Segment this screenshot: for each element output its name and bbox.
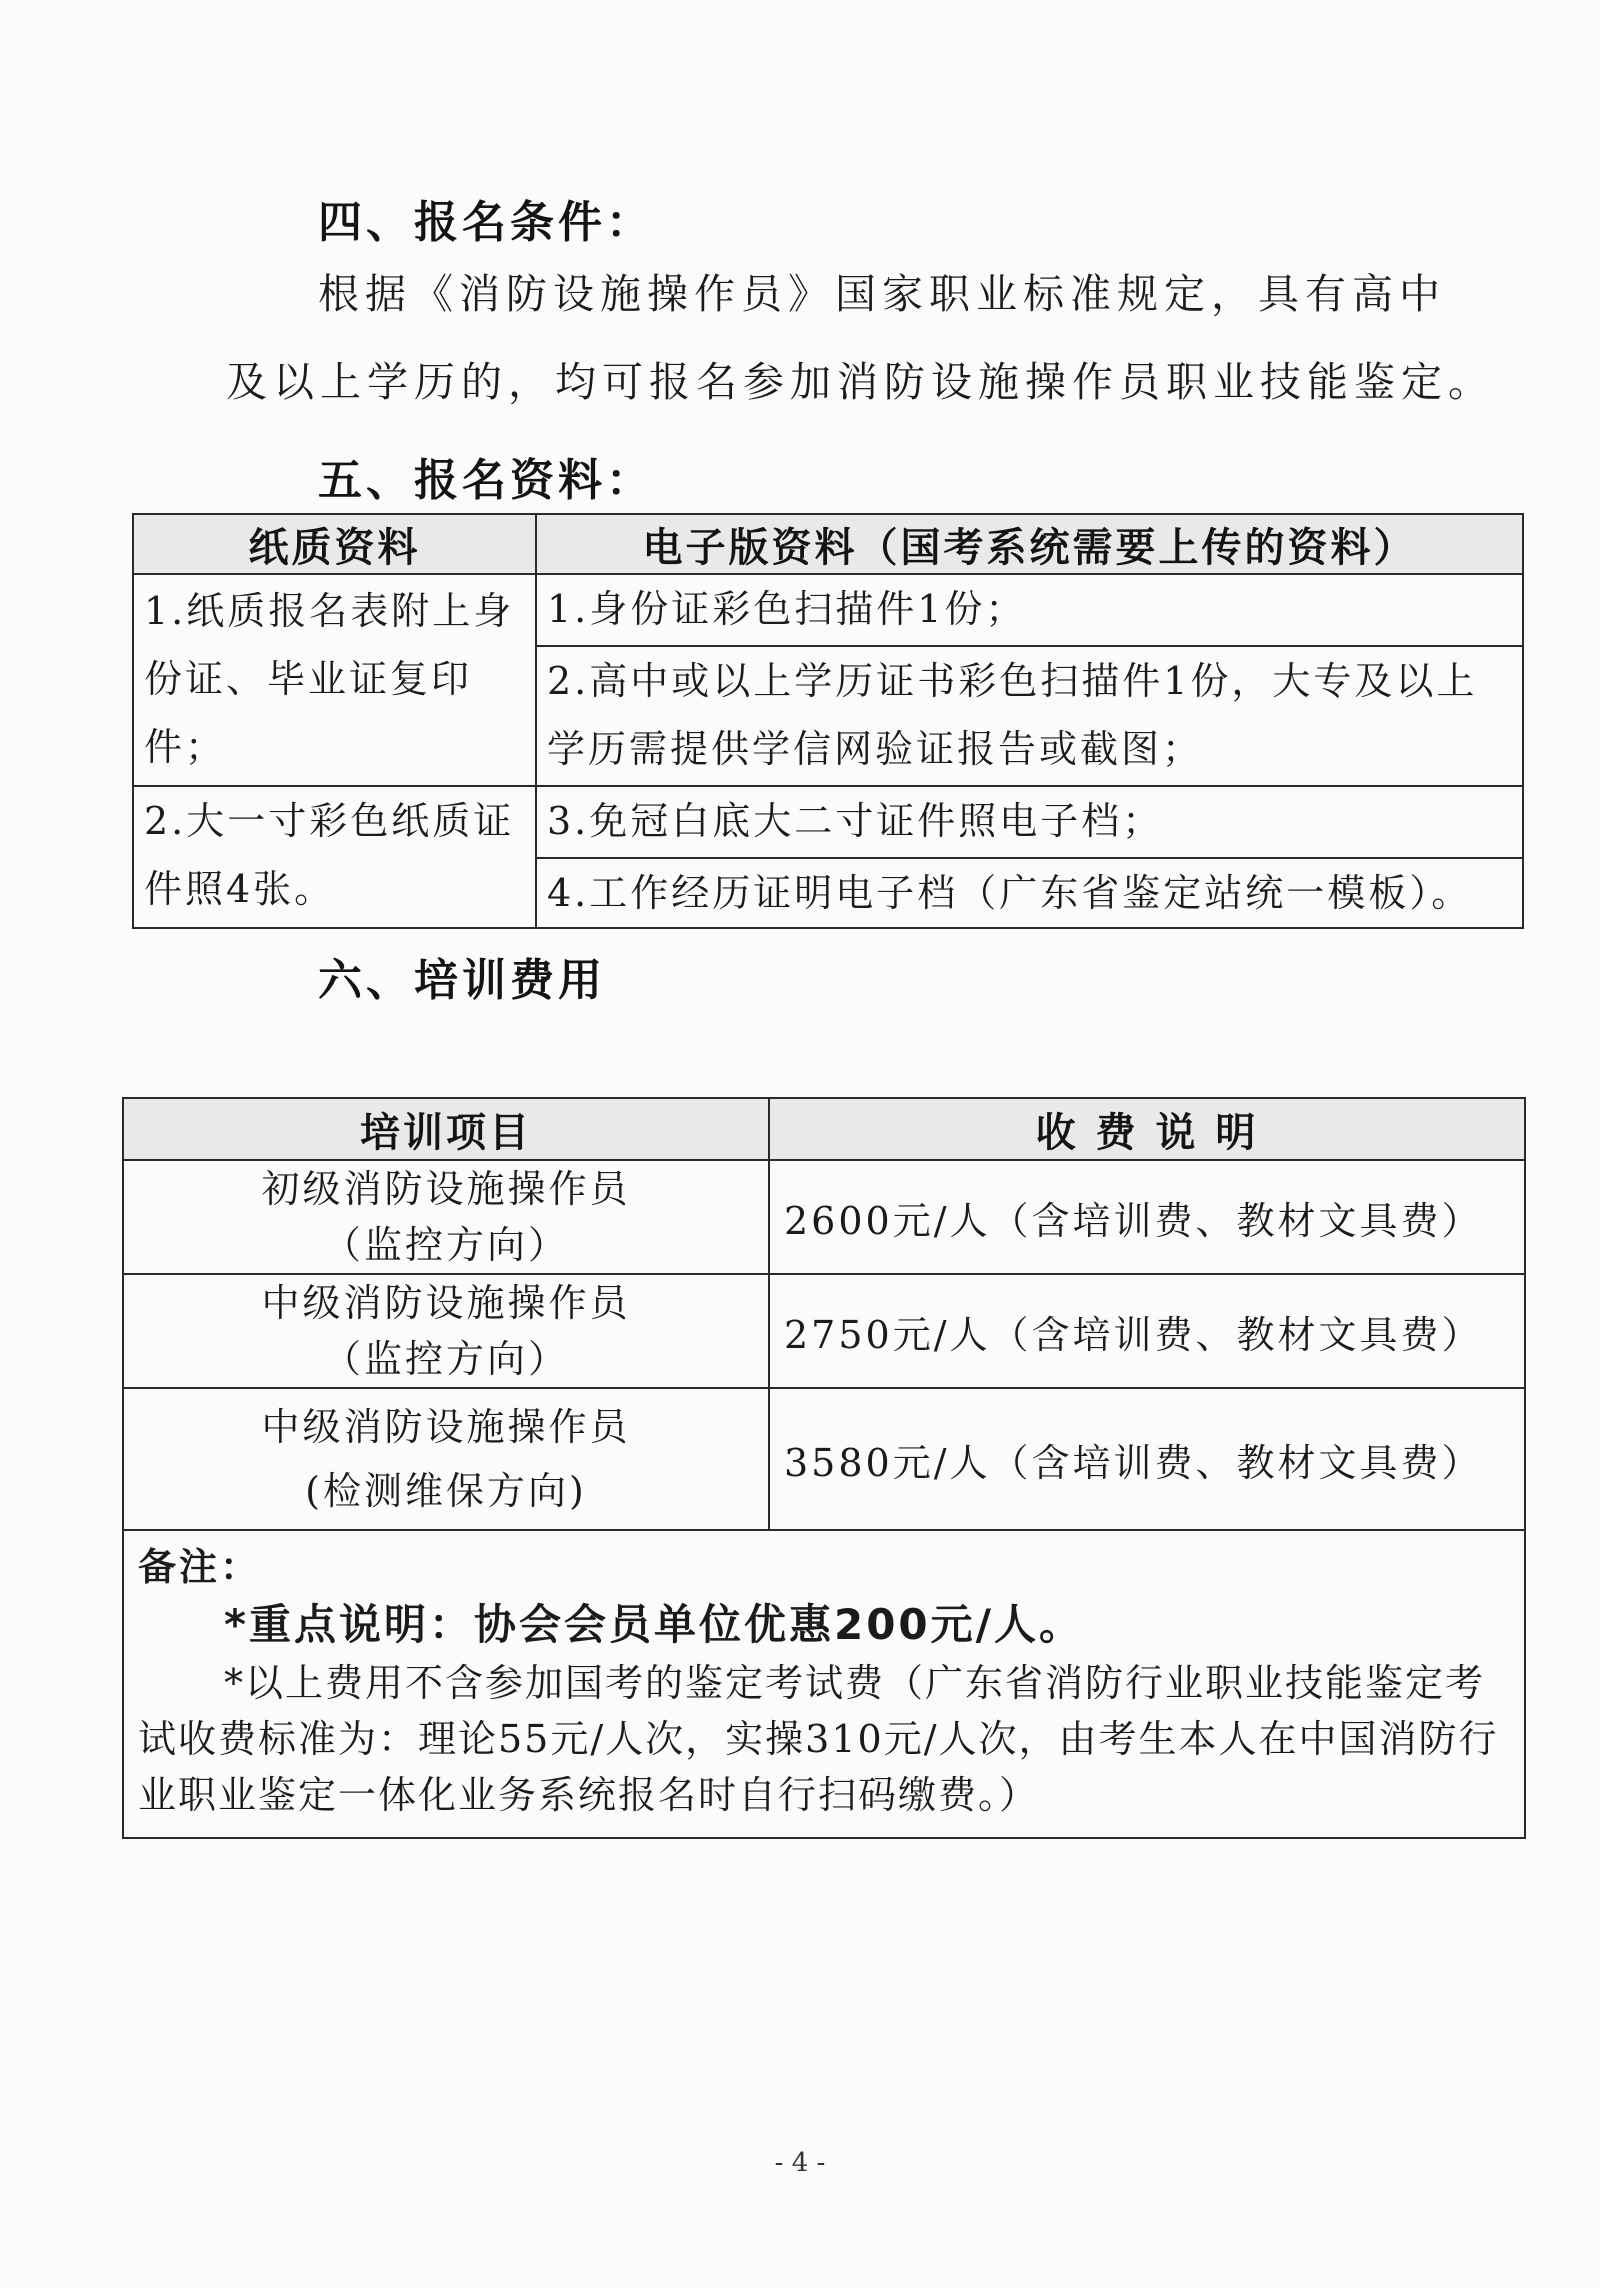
paper-item-1: 1.纸质报名表附上身份证、毕业证复印件； [133, 574, 536, 786]
note-label: 备注： [138, 1545, 262, 1589]
fee-price: 2750元/人（含培训费、教材文具费） [769, 1274, 1525, 1388]
section4-line1: 根据《消防设施操作员》国家职业标准规定，具有高中 [318, 270, 1446, 318]
fee-item-direction: (检测维保方向) [305, 1469, 587, 1513]
fees-header-price: 收 费 说 明 [769, 1098, 1525, 1160]
electronic-item-2: 2.高中或以上学历证书彩色扫描件1份，大专及以上学历需提供学信网验证报告或截图； [536, 646, 1523, 786]
fee-price: 2600元/人（含培训费、教材文具费） [769, 1160, 1525, 1274]
materials-table [132, 513, 1524, 929]
section5-heading: 五、报名资料： [318, 455, 654, 506]
fee-row [123, 1388, 1525, 1530]
fees-table [122, 1097, 1526, 1839]
fee-item-name: 中级消防设施操作员 [261, 1281, 631, 1325]
electronic-item-3: 3.免冠白底大二寸证件照电子档； [536, 786, 1523, 858]
materials-header-electronic: 电子版资料（国考系统需要上传的资料） [536, 514, 1523, 574]
fee-item-name: 中级消防设施操作员 [261, 1405, 631, 1449]
electronic-item-1: 1.身份证彩色扫描件1份； [536, 574, 1523, 646]
electronic-item-4: 4.工作经历证明电子档（广东省鉴定站统一模板）。 [536, 858, 1523, 928]
section4-heading: 四、报名条件： [318, 197, 654, 248]
note-highlight: *重点说明：协会会员单位优惠200元/人。 [224, 1600, 1084, 1649]
materials-header-paper: 纸质资料 [133, 514, 536, 574]
fee-item-name: 初级消防设施操作员 [261, 1167, 631, 1211]
note-text: *以上费用不含参加国考的鉴定考试费（广东省消防行业职业技能鉴定考试收费标准为：理论55元/人次，实操310元/人次，由考生本人在中国消防行业职业鉴定一体化业务系统报名时自行扫码缴费。） [138, 1661, 1499, 1817]
fee-row [123, 1160, 1525, 1274]
section6-heading: 六、培训费用 [318, 955, 606, 1006]
section4-line2: 及以上学历的，均可报名参加消防设施操作员职业技能鉴定。 [226, 358, 1495, 406]
fee-item-direction: （监控方向） [322, 1223, 569, 1267]
fees-note [123, 1530, 1525, 1838]
fee-item-direction: （监控方向） [322, 1337, 569, 1381]
page-number: - 4 - [774, 2148, 826, 2178]
fee-row [123, 1274, 1525, 1388]
paper-item-2: 2.大一寸彩色纸质证件照4张。 [133, 786, 536, 928]
fees-header-item: 培训项目 [123, 1098, 769, 1160]
fee-price: 3580元/人（含培训费、教材文具费） [769, 1388, 1525, 1530]
